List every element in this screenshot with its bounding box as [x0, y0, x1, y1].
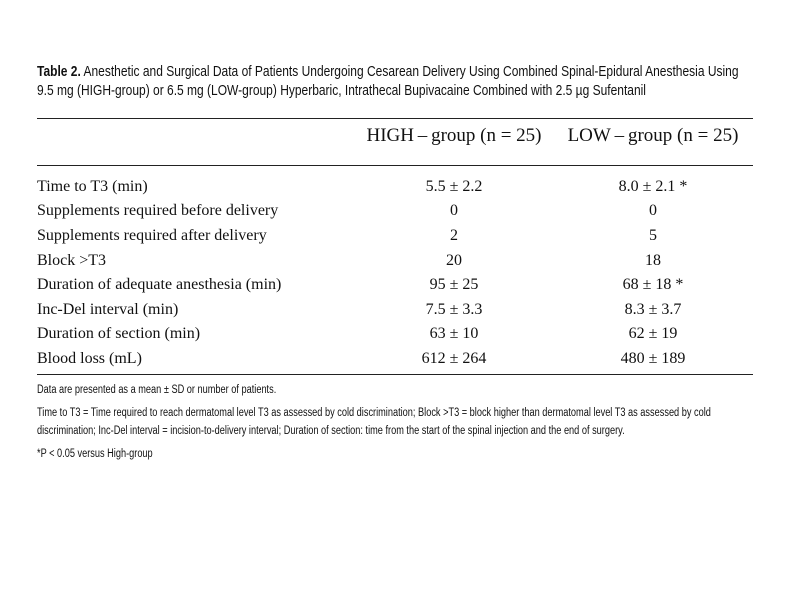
table-footnotes [37, 381, 753, 463]
row-label: Inc-Del interval (min) [37, 300, 179, 318]
header-rule [37, 165, 753, 166]
high-group-value: 612 ± 264 [421, 350, 487, 368]
table-row [37, 298, 753, 323]
caption-text-1: Anesthetic and Surgical Data of Patients Undergoing Cesarean Delivery Using Combined Spinal-Epidural Anesthesia Using [83, 63, 739, 80]
high-group-value: 0 [450, 202, 458, 220]
high-group-value: 7.5 ± 3.3 [425, 300, 483, 318]
high-group-value: 2 [450, 227, 458, 245]
low-group-value: 62 ± 19 [628, 325, 678, 343]
footnote-significance: *P < 0.05 versus High-group [37, 448, 153, 461]
row-label: Duration of adequate anesthesia (min) [37, 276, 282, 294]
header-row [37, 119, 753, 150]
table-row [37, 224, 753, 249]
high-group-value: 20 [446, 251, 462, 269]
table-row [37, 347, 753, 372]
low-group-value: 8.3 ± 3.7 [624, 300, 682, 318]
row-label: Duration of section (min) [37, 325, 201, 343]
low-group-value: 480 ± 189 [620, 350, 686, 368]
row-label: Time to T3 (min) [37, 177, 148, 195]
low-group-value: 18 [645, 251, 661, 269]
low-group-value: 8.0 ± 2.1 * [618, 177, 688, 195]
table-caption [37, 62, 753, 100]
row-label: Supplements required before delivery [37, 202, 279, 220]
high-group-value: 5.5 ± 2.2 [425, 177, 483, 195]
table-row [37, 322, 753, 347]
column-header-low-group: LOW – group (n = 25) [567, 125, 739, 146]
table-row [37, 273, 753, 298]
column-header-label [37, 119, 355, 150]
row-label: Block >T3 [37, 251, 107, 269]
low-group-value: 0 [649, 202, 657, 220]
caption-line-2: 9.5 mg (HIGH-group) or 6.5 mg (LOW-group) Hyperbaric, Intrathecal Bupivacaine Combined with 2.5 µg Sufentanil [37, 82, 646, 99]
footnote-data-presentation: Data are presented as a mean ± SD or number of patients. [37, 384, 277, 397]
table-row [37, 199, 753, 224]
low-group-value: 68 ± 18 * [622, 276, 684, 294]
high-group-value: 95 ± 25 [429, 276, 479, 294]
caption-line-1 [37, 62, 753, 81]
table-block [37, 62, 753, 463]
table-row [37, 248, 753, 273]
row-label: Supplements required after delivery [37, 227, 267, 245]
row-label: Blood loss (mL) [37, 350, 142, 368]
data-table [37, 119, 753, 371]
column-header-high-group: HIGH – group (n = 25) [366, 125, 542, 146]
low-group-value: 5 [649, 227, 657, 245]
table-row [37, 175, 753, 200]
high-group-value: 63 ± 10 [429, 325, 479, 343]
caption-label: Table 2. [37, 63, 81, 80]
footnote-definitions: Time to T3 = Time required to reach dermatomal level T3 as assessed by cold discrimination; Block >T3 = block higher than dermatomal level T3 as assessed by cold discrimination; Inc-Del interval = incision-to-delivery interval; Duration of section: time from the start of the spinal injection and the end of surgery. [37, 407, 711, 438]
bottom-rule [37, 374, 753, 375]
